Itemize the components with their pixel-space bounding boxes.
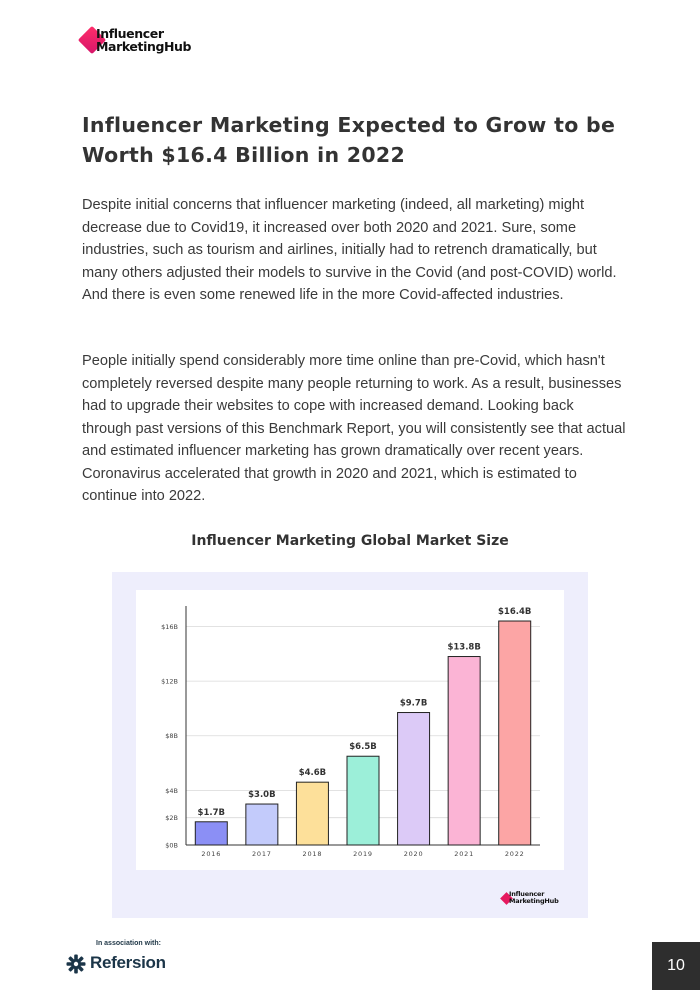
y-tick-label: $12B [161, 677, 178, 686]
logo-text-line1: Influencer [96, 26, 164, 41]
y-tick-label: $2B [165, 814, 178, 823]
chart-brand-line1: Influencer [509, 890, 545, 898]
bar [499, 621, 531, 845]
bar-value-label: $1.7B [197, 807, 226, 818]
market-size-bar-chart [136, 590, 564, 870]
bar-value-label: $16.4B [498, 607, 532, 618]
page-number: 10 [652, 942, 700, 990]
y-tick-label: $16B [161, 622, 178, 631]
x-tick-label: 2017 [251, 850, 272, 858]
bar [398, 713, 430, 845]
chart-title: Influencer Marketing Global Market Size [191, 533, 509, 549]
association-label: In association with: [96, 940, 161, 947]
refersion-name: Refersion [90, 953, 166, 972]
chart-card [136, 590, 564, 870]
bar [195, 822, 227, 845]
bar-value-label: $4.6B [298, 768, 327, 779]
bar-value-label: $3.0B [248, 790, 276, 801]
article-title: Influencer Marketing Expected to Grow to be Worth $16.4 Billion in 2022 [82, 113, 616, 167]
y-tick-label: $0B [165, 841, 178, 850]
bar [246, 804, 278, 845]
x-tick-label: 2022 [504, 850, 525, 858]
bar [296, 782, 328, 845]
influencer-marketing-hub-logo [82, 26, 202, 56]
refersion-gear-icon [66, 954, 86, 974]
y-tick-label: $4B [165, 786, 178, 795]
bar [347, 756, 379, 845]
x-tick-label: 2019 [353, 850, 373, 858]
bar-value-label: $9.7B [399, 698, 428, 709]
article-paragraph-2: People initially spend considerably more time online than pre-Covid, which hasn't completely reversed despite many people returning to work. As a result, businesses had to upgrade their websites to cope with increased demand. Looking back through past versions of this Benchmark Report, you will consistently see that actual and estimated influencer marketing has grown dramatically over recent years. Coronavirus accelerated that growth in 2020 and 2021, which is estimated to continue into 2022. [82, 353, 626, 504]
bar [448, 657, 480, 845]
article-paragraph-1: Despite initial concerns that influencer marketing (indeed, all marketing) might decrease due to Covid19, it increased over both 2020 and 2021. Sure, some industries, such as tourism and airlines, initially had to retrench dramatically, but many others adjusted their models to survive in the Covid (and post-COVID) world. And there is even some renewed life in the more Covid-affected industries. [82, 197, 617, 303]
bar-value-label: $6.5B [349, 742, 377, 753]
logo-text-line2: MarketingHub [96, 39, 192, 54]
x-tick-label: 2018 [302, 850, 323, 858]
x-tick-label: 2016 [201, 850, 222, 858]
x-tick-label: 2020 [403, 850, 424, 858]
x-tick-label: 2021 [454, 850, 475, 858]
chart-brand-logo [502, 890, 572, 908]
bar-value-label: $13.8B [447, 642, 481, 653]
y-tick-label: $8B [165, 732, 178, 741]
chart-brand-line2: MarketingHub [509, 897, 559, 905]
